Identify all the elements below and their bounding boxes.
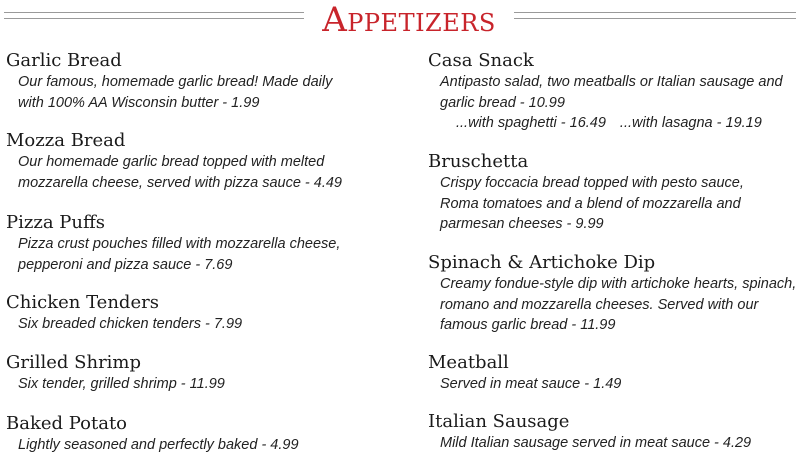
variation-spaghetti: ...with spaghetti - 16.49 — [456, 115, 606, 131]
variation-lasagna: ...with lasagna - 19.19 — [619, 115, 762, 131]
menu-item — [6, 130, 406, 193]
item-description: Antipasto salad, two meatballs or Italian sausage and garlic bread - 10.99 — [440, 74, 783, 111]
item-description: Lightly seasoned and perfectly baked - 4.99 — [18, 437, 299, 453]
item-description: Pizza crust pouches filled with mozzarella cheese, pepperoni and pizza sauce - 7.69 — [18, 236, 341, 273]
menu-item — [428, 252, 800, 336]
item-name: Grilled Shrimp — [6, 352, 142, 373]
menu-item — [6, 50, 406, 113]
item-name: Spinach & Artichoke Dip — [428, 252, 656, 273]
menu-item — [6, 413, 406, 456]
item-name: Casa Snack — [428, 50, 534, 71]
item-name: Garlic Bread — [6, 50, 122, 71]
menu-item — [428, 151, 800, 235]
item-name: Meatball — [428, 352, 509, 373]
menu-item — [428, 352, 800, 395]
item-description: Mild Italian sausage served in meat sauce - 4.29 — [440, 435, 752, 451]
item-description: Crispy foccacia bread topped with pesto sauce, Roma tomatoes and a blend of mozzarella and parmesan cheeses - 9.99 — [440, 175, 744, 232]
item-name: Baked Potato — [6, 413, 128, 434]
item-name: Bruschetta — [428, 151, 529, 172]
item-description: Six breaded chicken tenders - 7.99 — [18, 316, 243, 332]
item-description: Creamy fondue-style dip with artichoke hearts, spinach, romano and mozzarella cheeses. Served with our famous garlic bread - 11.99 — [440, 276, 797, 333]
item-name: Mozza Bread — [6, 130, 126, 151]
section-title: Appetizers — [322, 0, 496, 40]
menu-item — [6, 212, 406, 275]
menu-item — [6, 292, 406, 335]
section-header — [0, 0, 800, 44]
item-description: Our famous, homemade garlic bread! Made daily with 100% AA Wisconsin butter - 1.99 — [18, 74, 333, 111]
item-variations — [428, 113, 800, 134]
decorative-rule-left — [4, 12, 304, 19]
decorative-rule-right — [514, 12, 796, 19]
item-name: Italian Sausage — [428, 411, 570, 432]
item-name: Pizza Puffs — [6, 212, 106, 233]
item-description: Served in meat sauce - 1.49 — [440, 376, 622, 392]
menu-item — [6, 352, 406, 395]
item-description: Our homemade garlic bread topped with melted mozzarella cheese, served with pizza sauce - 4.49 — [18, 154, 342, 191]
item-name: Chicken Tenders — [6, 292, 159, 313]
menu-item — [428, 50, 800, 134]
menu-item — [428, 411, 800, 454]
item-description: Six tender, grilled shrimp - 11.99 — [18, 376, 225, 392]
